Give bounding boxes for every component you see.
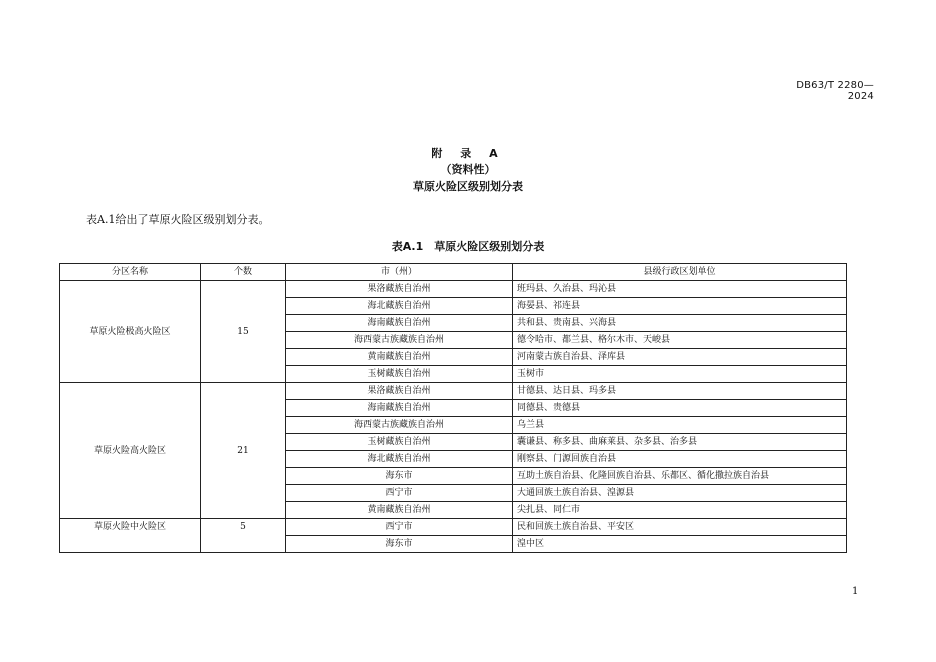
city-cell: 果洛藏族自治州	[286, 281, 513, 298]
header-count: 个数	[201, 264, 286, 281]
zone-name-cell: 草原火险高火险区	[60, 383, 201, 519]
zone-count-cell: 5	[201, 519, 286, 553]
counties-cell: 班玛县、久治县、玛沁县	[513, 281, 847, 298]
appendix-nature: （资料性）	[440, 163, 496, 176]
city-cell: 海东市	[286, 468, 513, 485]
city-cell: 海北藏族自治州	[286, 451, 513, 468]
city-cell: 海东市	[286, 536, 513, 553]
table-row	[60, 383, 847, 400]
counties-cell: 玉树市	[513, 366, 847, 383]
counties-cell: 大通回族土族自治县、湟源县	[513, 485, 847, 502]
page-number: 1	[852, 586, 859, 597]
counties-cell: 尖扎县、同仁市	[513, 502, 847, 519]
table-row	[60, 519, 847, 536]
city-cell: 海南藏族自治州	[286, 400, 513, 417]
counties-cell: 德令哈市、都兰县、格尔木市、天峻县	[513, 332, 847, 349]
counties-cell: 共和县、贵南县、兴海县	[513, 315, 847, 332]
city-cell: 果洛藏族自治州	[286, 383, 513, 400]
city-cell: 玉树藏族自治州	[286, 366, 513, 383]
counties-cell: 河南蒙古族自治县、泽库县	[513, 349, 847, 366]
standard-code: DB63/T 2280—2024	[796, 80, 874, 102]
table-row	[60, 281, 847, 298]
counties-cell: 乌兰县	[513, 417, 847, 434]
counties-cell: 海晏县、祁连县	[513, 298, 847, 315]
city-cell: 西宁市	[286, 485, 513, 502]
counties-cell: 囊谦县、称多县、曲麻莱县、杂多县、治多县	[513, 434, 847, 451]
header-counties: 县级行政区划单位	[513, 264, 847, 281]
city-cell: 西宁市	[286, 519, 513, 536]
counties-cell: 刚察县、门源回族自治县	[513, 451, 847, 468]
zone-name-cell: 草原火险中火险区	[60, 519, 201, 553]
intro-paragraph: 表A.1给出了草原火险区级别划分表。	[86, 213, 270, 226]
counties-cell: 民和回族土族自治县、平安区	[513, 519, 847, 536]
counties-cell: 同德县、贵德县	[513, 400, 847, 417]
zone-count-cell: 15	[201, 281, 286, 383]
header-zone-name: 分区名称	[60, 264, 201, 281]
counties-cell: 互助土族自治县、化隆回族自治县、乐都区、循化撒拉族自治县	[513, 468, 847, 485]
appendix-heading: 草原火险区级别划分表	[413, 180, 523, 193]
counties-cell: 甘德县、达日县、玛多县	[513, 383, 847, 400]
header-city: 市（州）	[286, 264, 513, 281]
city-cell: 玉树藏族自治州	[286, 434, 513, 451]
city-cell: 黄南藏族自治州	[286, 349, 513, 366]
fire-zone-table	[59, 263, 847, 553]
city-cell: 黄南藏族自治州	[286, 502, 513, 519]
table-header-row	[60, 264, 847, 281]
city-cell: 海南藏族自治州	[286, 315, 513, 332]
zone-name-cell: 草原火险极高火险区	[60, 281, 201, 383]
city-cell: 海西蒙古族藏族自治州	[286, 417, 513, 434]
city-cell: 海西蒙古族藏族自治州	[286, 332, 513, 349]
city-cell: 海北藏族自治州	[286, 298, 513, 315]
zone-count-cell: 21	[201, 383, 286, 519]
table-caption: 表A.1 草原火险区级别划分表	[391, 240, 545, 253]
appendix-title: 附 录 A	[431, 147, 505, 160]
counties-cell: 湟中区	[513, 536, 847, 553]
